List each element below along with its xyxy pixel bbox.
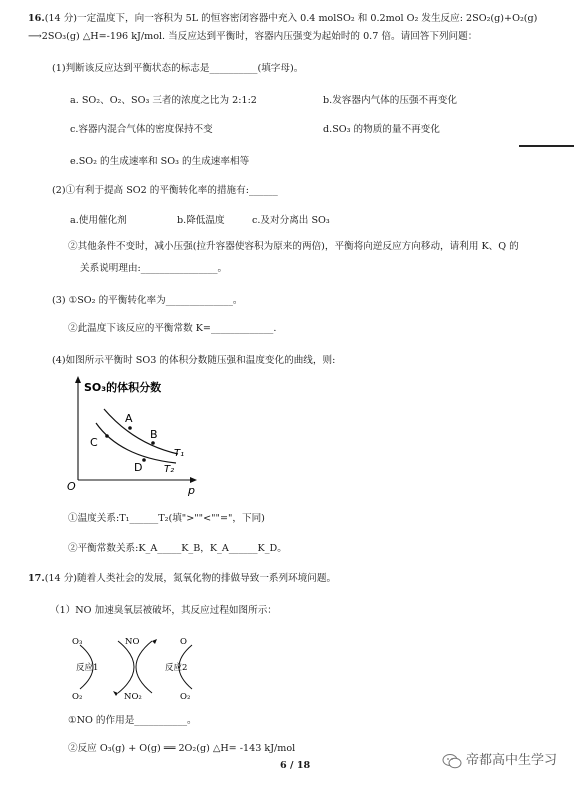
- q16-part4-q2: ②平衡常数关系:K_A_____K_B，K_A______K_D。: [68, 543, 287, 554]
- label-no2-bottom: NO₂: [124, 692, 142, 702]
- point-b: [151, 441, 155, 445]
- so3-fraction-figure: [58, 374, 208, 504]
- q17-part1-q2: ②反应 O₃(g) + O(g) ══ 2O₂(g) △H= -143 kJ/mol: [68, 743, 296, 754]
- label-o2-right: O₂: [180, 692, 191, 702]
- q16-part4-prompt: (4)如图所示平衡时 SO3 的体积分数随压强和温度变化的曲线，则:: [52, 355, 336, 366]
- y-axis-label: SO₃的体积分数: [84, 381, 162, 394]
- page-number: 6 / 18: [280, 760, 311, 771]
- x-axis-label: p: [188, 484, 195, 497]
- label-o2-left: O₂: [72, 692, 83, 702]
- label-o3: O₃: [72, 637, 83, 647]
- q16-stem-2: 2SO₃(g) △H=-196 kJ/mol. 当反应达到平衡时，容器内压强变为起始时的 0.7 倍。请回答下列问题：: [41, 31, 478, 42]
- ozone-cycle-figure: [70, 630, 200, 702]
- q16-part2-option-a: a.使用催化剂: [70, 215, 127, 226]
- q17-stem-text: (14 分)随着人类社会的发展，氮氧化物的排做导致一系列环境问题。: [44, 573, 337, 584]
- cycle-arc-2-left: [136, 641, 152, 693]
- arrowhead-2: [152, 639, 157, 644]
- q16-number: 16.: [28, 13, 45, 24]
- q16-option-b: b.发容器内气体的压强不再变化: [323, 95, 457, 106]
- label-o-right: O: [180, 637, 187, 647]
- q16-option-c: c.容器内混合气体的密度保持不变: [70, 124, 213, 135]
- watermark-text: 帝都高中生学习: [466, 753, 558, 768]
- origin-label: O: [67, 480, 76, 493]
- q16-part2-prompt: (2)①有利于提高 SO2 的平衡转化率的措施有:______: [52, 185, 278, 196]
- point-d: [142, 458, 146, 462]
- q17-part1-prompt: （1）NO 加速臭氧层被破坏，其反应过程如图所示：: [50, 605, 277, 616]
- point-a: [128, 426, 132, 430]
- q16-part4-q1: ①温度关系:T₁______T₂(填">""<""="，下同): [68, 513, 265, 524]
- point-c-label: C: [90, 436, 98, 449]
- q16-option-d: d.SO₃ 的物质的量不再变化: [323, 124, 440, 135]
- q16-option-a: a. SO₂、O₂、SO₃ 三者的浓度之比为 2:1:2: [70, 95, 257, 106]
- q16-part1-prompt: (1)判断该反应达到平衡状态的标志是__________(填字母)。: [52, 63, 304, 74]
- wechat-icon: [442, 753, 462, 769]
- q16-option-e: e.SO₂ 的生成速率和 SO₃ 的生成速率相等: [70, 156, 250, 167]
- cycle-arc-1-right: [118, 641, 134, 693]
- x-axis-arrow: [190, 477, 197, 483]
- q16-part3-q1: (3) ①SO₂ 的平衡转化率为______________。: [52, 295, 243, 306]
- y-axis-arrow: [75, 376, 81, 383]
- q16-part2-option-c: c.及对分离出 SO₃: [252, 215, 330, 226]
- q17-part1-q1: ①NO 的作用是___________。: [68, 715, 197, 726]
- point-a-label: A: [125, 412, 133, 425]
- point-d-label: D: [134, 461, 143, 474]
- q16-arrow: ⟶: [28, 31, 42, 42]
- q16-stem-line1: [28, 13, 537, 25]
- q16-part2-q2-line2: 关系说明理由:________________。: [80, 263, 228, 274]
- watermark: [442, 753, 557, 769]
- point-c: [105, 434, 109, 438]
- margin-rule: [519, 145, 574, 147]
- curve-t1: [104, 409, 178, 454]
- curve-t2: [96, 423, 176, 463]
- label-reaction1: 反应1: [76, 663, 99, 673]
- curve-t2-label: T₂: [164, 464, 175, 475]
- q16-part2-q2-line1: ②其他条件不变时，减小压强(拉升容器使容积为原来的两倍)，平衡将向逆反应方向移动，请利用 K、Q 的: [68, 241, 519, 252]
- q17-stem: [28, 573, 336, 585]
- q16-stem-1: (14 分)一定温度下，向一容积为 5L 的恒容密闭容器中充入 0.4 molSO₂ 和 0.2mol O₂ 发生反应: 2SO₂(g)+O₂(g): [44, 13, 538, 24]
- q16-stem-line2: [28, 31, 477, 43]
- point-b-label: B: [150, 428, 158, 441]
- label-reaction2: 反应2: [165, 663, 188, 673]
- label-no-top: NO: [125, 637, 140, 647]
- q16-part2-option-b: b.降低温度: [177, 215, 225, 226]
- q17-number: 17.: [28, 573, 45, 584]
- arrowhead-1: [113, 691, 118, 696]
- q16-part3-q2: ②此温度下该反应的平衡常数 K=_____________.: [68, 323, 277, 334]
- curve-t1-label: T₁: [174, 448, 185, 459]
